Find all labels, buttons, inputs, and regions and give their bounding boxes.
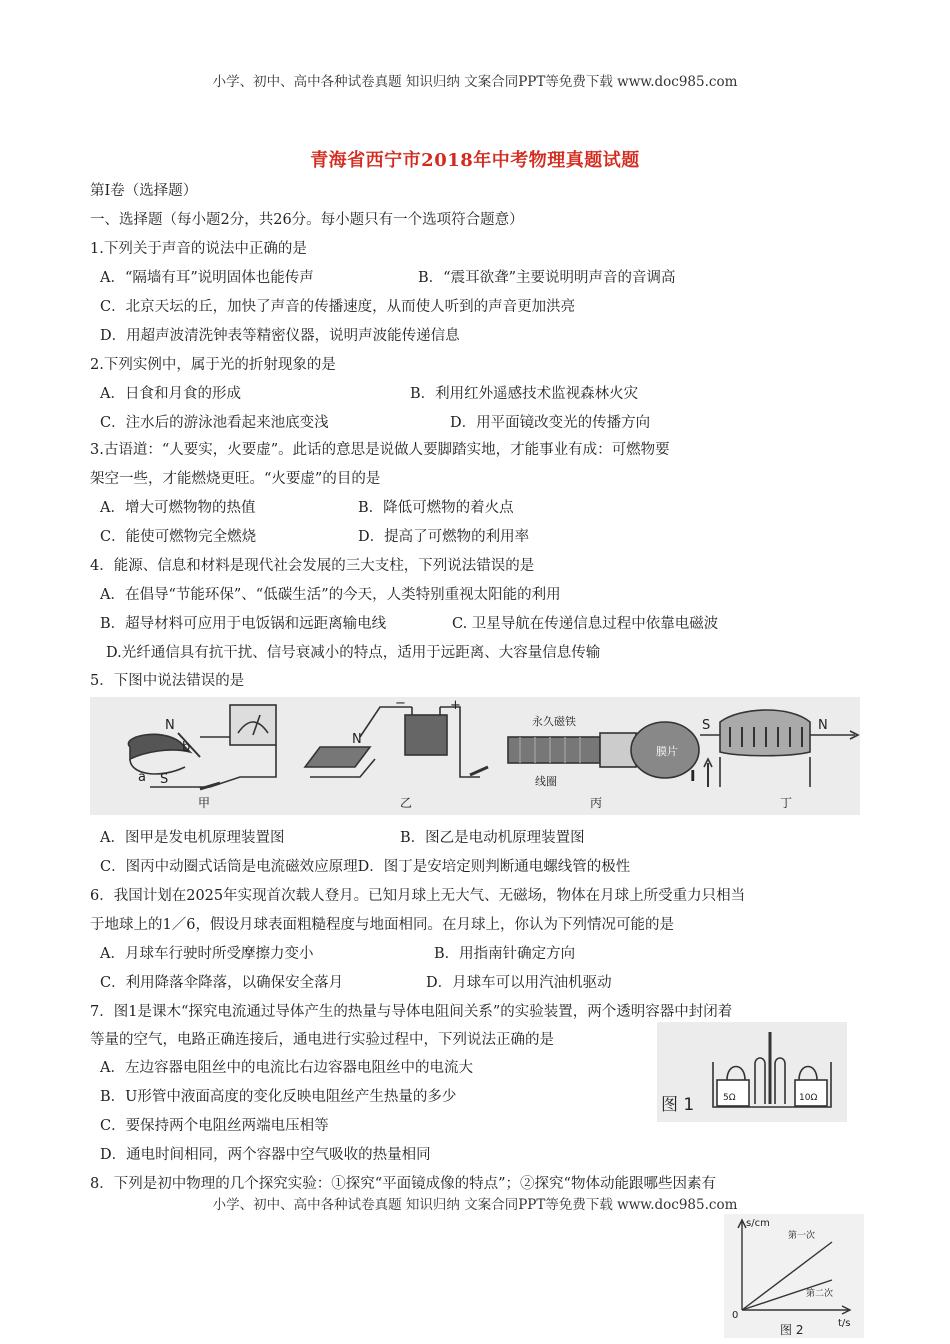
q7-option-b: B．U形管中液面高度的变化反映电阻丝产生热量的多少 (100, 1089, 457, 1105)
x-axis-label: t/s (838, 1318, 851, 1329)
q3-option-b: B．降低可燃物的着火点 (358, 500, 514, 516)
q4-option-b: B．超导材料可应用于电饭锅和远距离输电线 (100, 616, 387, 632)
q6-option-b: B．用指南针确定方向 (434, 946, 576, 962)
label-current: I (690, 767, 696, 785)
label-plus: + (450, 698, 461, 713)
figure-2-label: 图 2 (780, 1323, 804, 1337)
label-coil: 线圈 (535, 775, 557, 788)
q3-stem-line1: 3.古语道：“人要实，火要虚”。此话的意思是说做人要脚踏实地，才能事业有成：可燃物要 (90, 442, 670, 458)
q6-option-a: A．月球车行驶时所受摩擦力变小 (100, 946, 314, 962)
label-bing: 丙 (590, 796, 603, 810)
q7-figure-drawing (657, 1022, 847, 1122)
label-magnet: 永久磁铁 (532, 715, 576, 728)
resistor-10-label: 10Ω (799, 1093, 818, 1103)
solenoid-leads (720, 757, 810, 787)
line-first (742, 1242, 832, 1310)
q2-stem: 2.下列实例中，属于光的折射现象的是 (90, 357, 336, 373)
figure-jia (128, 705, 276, 789)
label-b: b (182, 740, 191, 755)
q2-option-a: A．日食和月食的形成 (100, 386, 241, 402)
q1-option-c: C．北京天坛的丘，加快了声音的传播速度，从而使人听到的声音更加洪亮 (100, 299, 576, 315)
q7-option-d: D．通电时间相同，两个容器中空气吸收的热量相同 (100, 1147, 431, 1163)
switch-yi (470, 767, 488, 775)
q5-stem: 5．下图中说法错误的是 (90, 673, 245, 689)
q3-option-d: D．提高了可燃物的利用率 (358, 529, 530, 545)
page-footer: 小学、初中、高中各种试卷真题 知识归纳 文案合同PPT等免费下载 www.doc985.com (212, 1197, 738, 1213)
q5-option-c-d: C．图丙中动圈式话筒是电流磁效应原理D．图丁是安培定则判断通电螺线管的极性 (100, 859, 631, 875)
figure-1-label: 图 1 (661, 1095, 695, 1115)
figure-yi (305, 707, 488, 777)
q1-option-d: D．用超声波清洗钟表等精密仪器，说明声波能传递信息 (100, 328, 460, 344)
label-ding: 丁 (780, 796, 793, 810)
q7-figure (657, 1022, 847, 1122)
label-yi: 乙 (400, 796, 413, 810)
q1-option-a: A．“隔墙有耳”说明固体也能传声 (100, 270, 314, 286)
permanent-magnet (508, 737, 600, 763)
right-container-lid (799, 1067, 817, 1081)
q1-option-b: B．“震耳欲聋”主要说明明声音的音调高 (418, 270, 676, 286)
first-run-label: 第一次 (788, 1231, 816, 1241)
q5-option-b: B．图乙是电动机原理装置图 (400, 830, 585, 846)
q2-option-c: C．注水后的游泳池看起来池底变浅 (100, 415, 329, 431)
label-n3: N (818, 718, 828, 733)
q6-option-c: C．利用降落伞降落，以确保安全落月 (100, 975, 344, 991)
q7-option-c: C．要保持两个电阻丝两端电压相等 (100, 1118, 329, 1134)
q3-option-c: C．能使可燃物完全燃烧 (100, 529, 257, 545)
q3-stem-line2: 架空一些，才能燃烧更旺。“火要虚”的目的是 (90, 471, 381, 487)
figure-ding (700, 710, 858, 787)
label-s1: S (160, 772, 169, 787)
q1-stem: 1.下列关于声音的说法中正确的是 (90, 241, 307, 257)
volume-heading: 第Ⅰ卷（选择题） (90, 183, 198, 199)
page-header: 小学、初中、高中各种试卷真题 知识归纳 文案合同PPT等免费下载 www.doc985.com (212, 74, 738, 90)
q8-figure (724, 1214, 864, 1338)
resistor-5-label: 5Ω (723, 1093, 736, 1103)
q8-figure-drawing (724, 1214, 864, 1338)
q6-stem-line2: 于地球上的1／6，假设月球表面粗糙程度与地面相同。在月球上，你认为下列情况可能的是 (90, 917, 674, 933)
label-film: 膜片 (656, 745, 678, 758)
origin-label: 0 (732, 1310, 739, 1321)
q4-option-a: A．在倡导“节能环保”、“低碳生活”的今天，人类特别重视太阳能的利用 (100, 587, 561, 603)
q6-option-d: D．月球车可以用汽油机驱动 (426, 975, 612, 991)
label-jia: 甲 (198, 796, 211, 810)
wire-jia-2 (150, 745, 276, 787)
q4-option-c: C. 卫星导航在传递信息过程中依靠电磁波 (452, 616, 719, 632)
q2-option-d: D．用平面镜改变光的传播方向 (450, 415, 651, 431)
q5-figure-drawing (90, 697, 860, 815)
q3-option-a: A．增大可燃物物的热值 (100, 500, 256, 516)
q7-option-a: A．左边容器电阻丝中的电流比右边容器电阻丝中的电流大 (100, 1060, 473, 1076)
document-title: 青海省西宁市2018年中考物理真题试题 (310, 150, 640, 171)
q5-figure (90, 697, 860, 815)
q2-option-b: B．利用红外遥感技术监视森林火灾 (410, 386, 639, 402)
label-s2: S (702, 718, 711, 733)
q7-stem-line2: 等量的空气，电路正确连接后，通电进行实验过程中，下列说法正确的是 (90, 1032, 554, 1048)
q4-stem: 4．能源、信息和材料是现代社会发展的三大支柱，下列说法错误的是 (90, 558, 535, 574)
label-minus: − (395, 697, 406, 711)
battery (405, 715, 447, 755)
label-a: a (138, 770, 146, 785)
q7-stem-line1: 7．图1是课木“探究电流通过导体产生的热量与导体电阻间关系”的实验装置，两个透明容器中封闭着 (90, 1004, 733, 1020)
switch-jia (200, 783, 220, 789)
galvanometer (230, 705, 276, 745)
horseshoe-magnet (128, 734, 190, 759)
label-n2: N (352, 732, 362, 747)
u-tube-right (775, 1058, 785, 1104)
q8-stem: 8．下列是初中物理的几个探究实验：①探究“平面镜成像的特点”；②探究“物体动能跟哪些因素有 (90, 1176, 716, 1192)
q6-stem-line1: 6．我国计划在2025年实现首次载人登月。已知月球上无大气、无磁场，物体在月球上所受重力只相当 (90, 888, 746, 904)
y-axis-label: s/cm (746, 1218, 770, 1229)
u-tube-left (755, 1058, 765, 1104)
magnet-yi (305, 747, 370, 767)
q4-option-d: D.光纤通信具有抗干扰、信号衰减小的特点，适用于远距离、大容量信息传输 (106, 645, 601, 661)
q5-option-a: A．图甲是发电机原理装置图 (100, 830, 285, 846)
left-container-lid (727, 1067, 745, 1081)
label-n1: N (165, 718, 175, 733)
second-run-label: 第二次 (806, 1289, 834, 1299)
section-heading: 一、选择题（每小题2分，共26分。每小题只有一个选项符合题意） (90, 212, 524, 228)
